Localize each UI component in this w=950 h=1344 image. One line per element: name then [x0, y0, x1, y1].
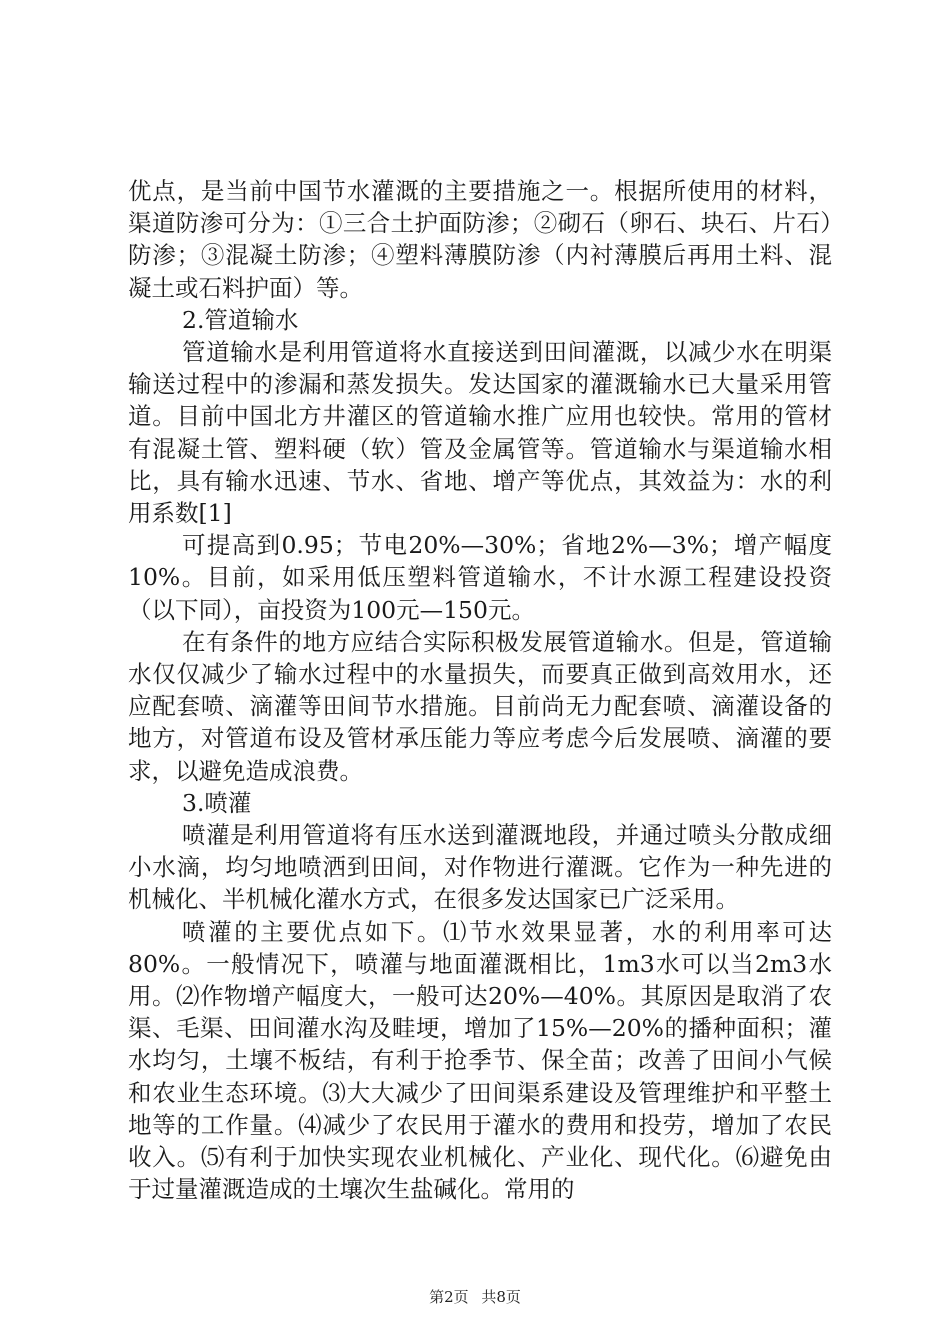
page-number: 第2页: [429, 1288, 469, 1306]
paragraph-continuation: 优点，是当前中国节水灌溉的主要措施之一。根据所使用的材料，渠道防渗可分为：①三合土护面防渗；②砌石（卵石、块石、片石）防渗；③混凝土防渗；④塑料薄膜防渗（内衬薄膜后再用土料、混凝土或石料护面）等。: [128, 177, 832, 302]
paragraph-sprinkler-advantages: 喷灌的主要优点如下。⑴节水效果显著，水的利用率可达80%。一般情况下，喷灌与地面灌溉相比，1m3水可以当2m3水用。⑵作物增产幅度大，一般可达20%—40%。其原因是取消了农渠、毛渠、田间灌水沟及畦埂，增加了15%—20%的播种面积；灌水均匀，土壤不板结，有利于抢季节、保全苗；改善了田间小气候和农业生态环境。⑶大大减少了田间渠系建设及管理维护和平整土地等的工作量。⑷减少了农民用于灌水的费用和投劳，增加了农民收入。⑸有利于加快实现农业机械化、产业化、现代化。⑹避免由于过量灌溉造成的土壤次生盐碱化。常用的: [128, 917, 832, 1204]
paragraph-pipe-benefits: 可提高到0.95；节电20%—30%；省地2%—3%；增产幅度10%。目前，如采用低压塑料管道输水，不计水源工程建设投资（以下同），亩投资为100元—150元。: [128, 531, 832, 624]
paragraph-sprinkler-definition: 喷灌是利用管道将有压水送到灌溉地段，并通过喷头分散成细小水滴，均匀地喷洒到田间，对作物进行灌溉。它作为一种先进的机械化、半机械化灌水方式，在很多发达国家已广泛采用。: [128, 821, 832, 914]
paragraph-pipe-conveyance: 管道输水是利用管道将水直接送到田间灌溉，以减少水在明渠输送过程中的渗漏和蒸发损失。发达国家的灌溉输水已大量采用管道。目前中国北方井灌区的管道输水推广应用也较快。常用的管材有混凝土管、塑料硬（软）管及金属管等。管道输水与渠道输水相比，具有输水迅速、节水、省地、增产等优点，其效益为：水的利用系数[1]: [128, 338, 832, 528]
page-footer: [0, 1286, 950, 1307]
paragraph-pipe-recommendation: 在有条件的地方应结合实际积极发展管道输水。但是，管道输水仅仅减少了输水过程中的水量损失，而要真正做到高效用水，还应配套喷、滴灌等田间节水措施。目前尚无力配套喷、滴灌设备的地方，对管道布设及管材承压能力等应考虑今后发展喷、滴灌的要求，以避免造成浪费。: [128, 627, 832, 785]
document-body: [128, 175, 832, 1206]
section-heading-pipe-conveyance: 2.管道输水: [182, 305, 299, 334]
section-heading-sprinkler: 3.喷灌: [182, 788, 252, 817]
page-total: 共8页: [481, 1288, 521, 1306]
